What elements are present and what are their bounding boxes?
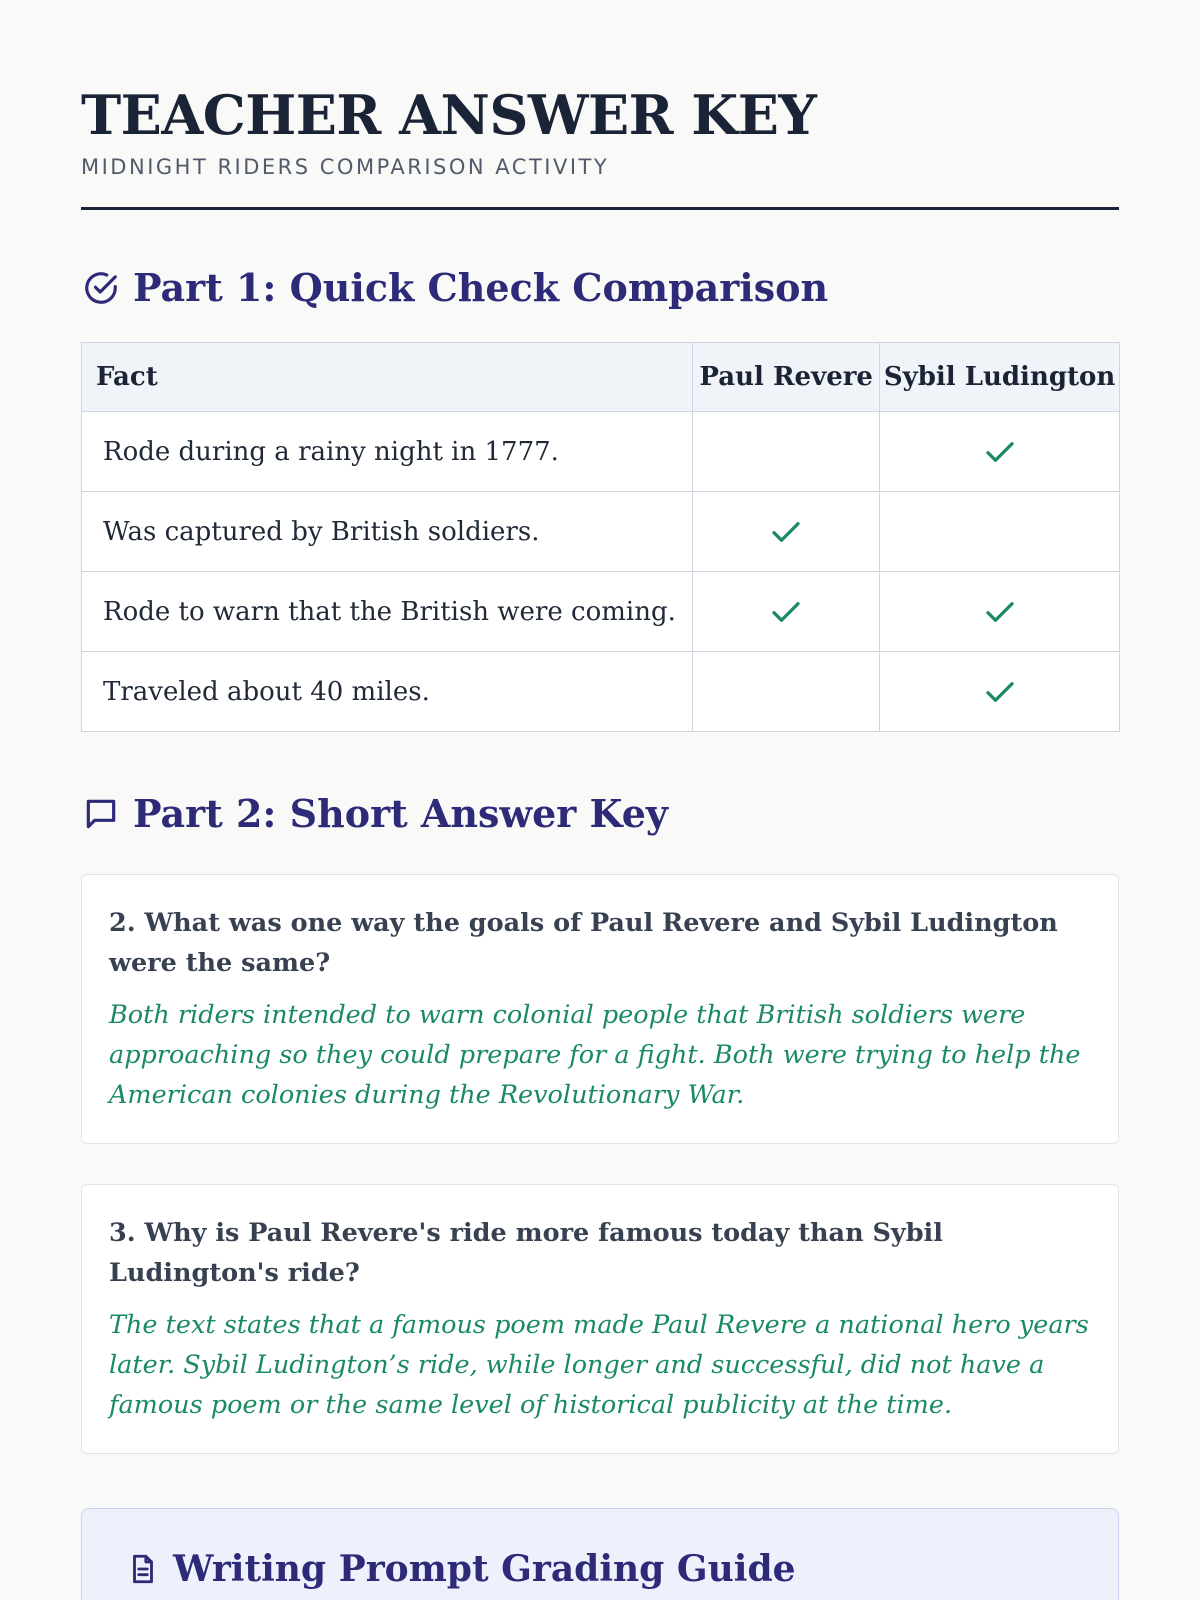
header-divider xyxy=(81,207,1119,210)
grading-guide-heading xyxy=(125,1547,1075,1591)
column-header-paul-revere: Paul Revere xyxy=(693,343,880,412)
speech-bubble-icon xyxy=(81,794,121,834)
answer-text: Both riders intended to warn colonial people that British soldiers were approaching so they could prepare for a fight. Both were trying to help the American colonies during the Revolutionary War. xyxy=(109,1000,1081,1110)
short-answer-card xyxy=(81,1184,1119,1454)
part2-heading-text: Part 2: Short Answer Key xyxy=(133,791,668,836)
fact-cell: Rode during a rainy night in 1777. xyxy=(82,412,693,492)
column-header-fact: Fact xyxy=(82,343,693,412)
checkmark-icon xyxy=(982,434,1018,470)
paul-revere-cell xyxy=(693,412,880,492)
checkmark-icon xyxy=(768,514,804,550)
table-header-row xyxy=(82,343,1120,412)
grading-guide-card xyxy=(81,1508,1119,1600)
question-text: 2. What was one way the goals of Paul Revere and Sybil Ludington were the same? xyxy=(109,908,1058,978)
grading-guide-heading-text: Writing Prompt Grading Guide xyxy=(173,1548,796,1590)
question-text: 3. Why is Paul Revere's ride more famous today than Sybil Ludington's ride? xyxy=(109,1218,943,1288)
checkmark-icon xyxy=(982,594,1018,630)
fact-cell: Traveled about 40 miles. xyxy=(82,652,693,732)
circle-check-icon xyxy=(81,268,121,308)
checkmark-icon xyxy=(768,594,804,630)
sybil-ludington-cell xyxy=(880,492,1120,572)
comparison-table xyxy=(81,342,1120,732)
short-answer-card xyxy=(81,874,1119,1144)
fact-cell: Rode to warn that the British were coming. xyxy=(82,572,693,652)
checkmark-icon xyxy=(982,674,1018,710)
sybil-ludington-cell xyxy=(880,652,1120,732)
table-row xyxy=(82,572,1120,652)
sybil-ludington-cell xyxy=(880,412,1120,492)
document-icon xyxy=(125,1551,161,1587)
column-header-sybil-ludington: Sybil Ludington xyxy=(880,343,1120,412)
answer-text: The text states that a famous poem made Paul Revere a national hero years later. Sybil Ludington’s ride, while longer and successful, did not have a famous poem or the same level of historical publicity at the time. xyxy=(109,1310,1089,1420)
table-row xyxy=(82,492,1120,572)
part2-heading xyxy=(81,790,1119,838)
part1-heading xyxy=(81,264,1119,312)
fact-cell: Was captured by British soldiers. xyxy=(82,492,693,572)
page-title: TEACHER ANSWER KEY xyxy=(81,83,817,147)
sybil-ludington-cell xyxy=(880,572,1120,652)
paul-revere-cell xyxy=(693,652,880,732)
part1-heading-text: Part 1: Quick Check Comparison xyxy=(133,265,829,310)
table-row xyxy=(82,412,1120,492)
paul-revere-cell xyxy=(693,572,880,652)
paul-revere-cell xyxy=(693,492,880,572)
page-subtitle: MIDNIGHT RIDERS COMPARISON ACTIVITY xyxy=(81,155,610,179)
table-row xyxy=(82,652,1120,732)
